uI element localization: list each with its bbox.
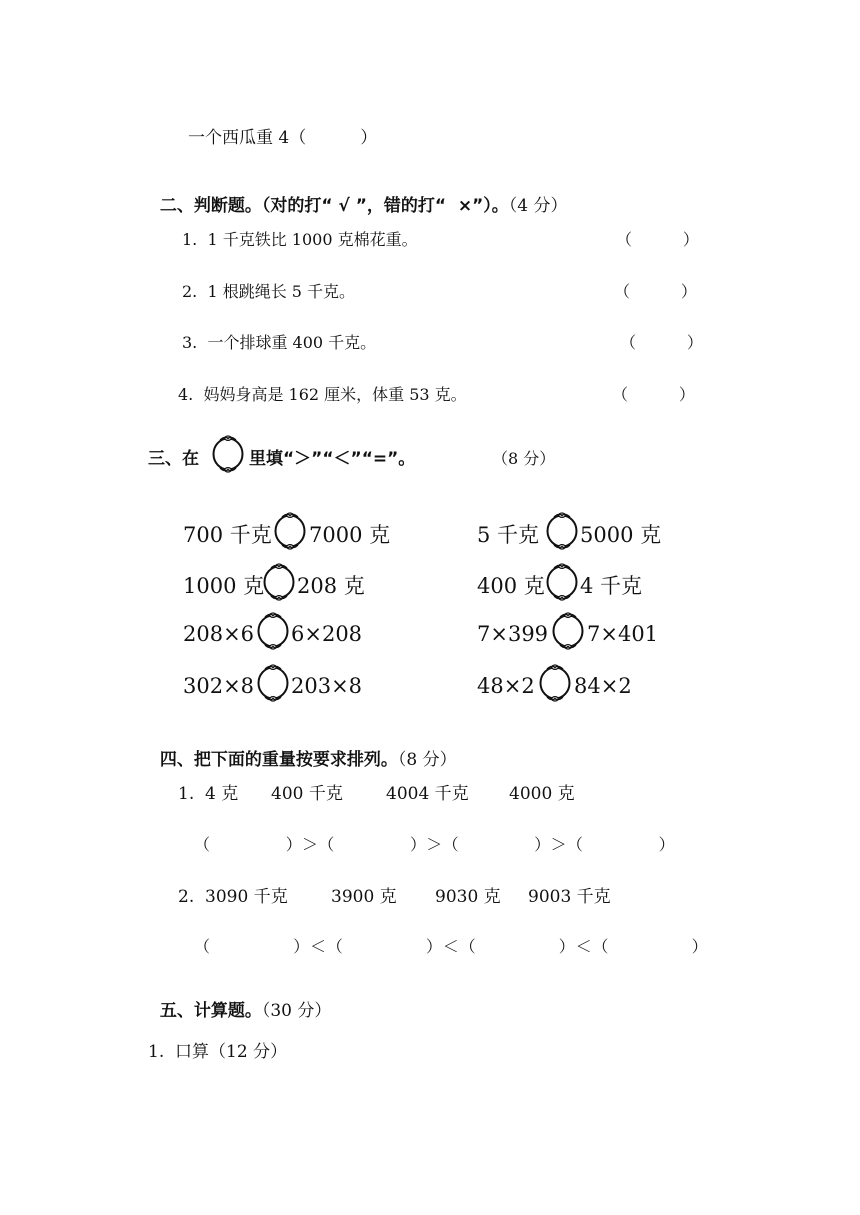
judge-item-3: 3. 一个排球重 400 千克。 — [182, 333, 377, 352]
judge-blank-4[interactable]: （ ） — [612, 385, 695, 404]
compare-right-3: 208 克 — [297, 574, 365, 598]
order-q1-answer[interactable]: （ ）＞（ ）＞（ ）＞（ ） — [194, 835, 675, 854]
compare-right-7: 203×8 — [291, 674, 363, 698]
compare-circle-1[interactable] — [273, 512, 307, 550]
compare-left-6: 7×399 — [477, 622, 549, 646]
compare-right-4: 4 千克 — [580, 574, 643, 598]
section4-heading — [148, 735, 457, 769]
judge-blank-3[interactable]: （ ） — [620, 333, 703, 352]
section2-score: （4 分） — [508, 196, 568, 216]
section3-heading-post: 里填“＞”“＜”“=”。 — [249, 449, 416, 469]
compare-left-7: 302×8 — [183, 674, 255, 698]
section3-heading-pre: 三、在 — [148, 449, 199, 469]
compare-right-6: 7×401 — [587, 622, 659, 646]
judge-blank-1[interactable]: （ ） — [616, 230, 699, 249]
compare-right-5: 6×208 — [291, 622, 363, 646]
compare-circle-5[interactable] — [256, 612, 290, 650]
compare-right-1: 7000 克 — [309, 523, 391, 547]
judge-item-2: 2. 1 根跳绳长 5 千克。 — [182, 282, 356, 301]
order-q2-item-3: 9030 克 — [435, 887, 501, 907]
section5-heading-text: 五、计算题。 — [159, 1001, 262, 1021]
judge-blank-2[interactable]: （ ） — [614, 282, 697, 301]
compare-right-8: 84×2 — [574, 674, 632, 698]
compare-right-2: 5000 克 — [580, 523, 662, 547]
order-q2-item-4: 9003 千克 — [528, 887, 611, 907]
section4-score: （8 分） — [397, 750, 457, 770]
compare-left-4: 400 克 — [477, 574, 545, 598]
order-q1-item-4: 4000 克 — [509, 784, 575, 804]
compare-left-1: 700 千克 — [183, 523, 272, 547]
compare-circle-3[interactable] — [262, 563, 296, 601]
compare-circle-6[interactable] — [551, 612, 585, 650]
section4-heading-text: 四、把下面的重量按要求排列。 — [159, 750, 398, 770]
compare-left-8: 48×2 — [477, 674, 535, 698]
order-q2-answer[interactable]: （ ）＜（ ）＜（ ）＜（ ） — [194, 937, 709, 956]
order-q2-item-1: 2. 3090 千克 — [178, 887, 288, 907]
section3-score: （8 分） — [492, 449, 556, 468]
order-q1-item-2: 400 千克 — [271, 784, 343, 804]
order-q2-item-2: 3900 克 — [331, 887, 397, 907]
top-line: 一个西瓜重 4（ ） — [188, 128, 378, 148]
section2-heading — [148, 181, 568, 215]
order-q1-item-1: 1. 4 克 — [178, 784, 239, 804]
compare-circle-4[interactable] — [545, 563, 579, 601]
judge-item-4: 4. 妈妈身高是 162 厘米，体重 53 克。 — [178, 385, 467, 404]
heading-circle-icon — [211, 435, 245, 473]
section5-heading — [148, 986, 331, 1020]
order-q1-item-3: 4004 千克 — [386, 784, 469, 804]
section5-sub1: 1. 口算（12 分） — [148, 1042, 288, 1062]
compare-left-3: 1000 克 — [183, 574, 265, 598]
compare-left-5: 208×6 — [183, 622, 255, 646]
section5-score: （30 分） — [261, 1001, 332, 1021]
compare-circle-7[interactable] — [256, 664, 290, 702]
compare-circle-8[interactable] — [538, 664, 572, 702]
judge-item-1: 1. 1 千克铁比 1000 克棉花重。 — [182, 230, 418, 249]
section2-heading-text: 二、判断题。（对的打“ √ ”，错的打“ ×”）。 — [159, 196, 509, 216]
compare-left-2: 5 千克 — [477, 523, 540, 547]
compare-circle-2[interactable] — [545, 512, 579, 550]
